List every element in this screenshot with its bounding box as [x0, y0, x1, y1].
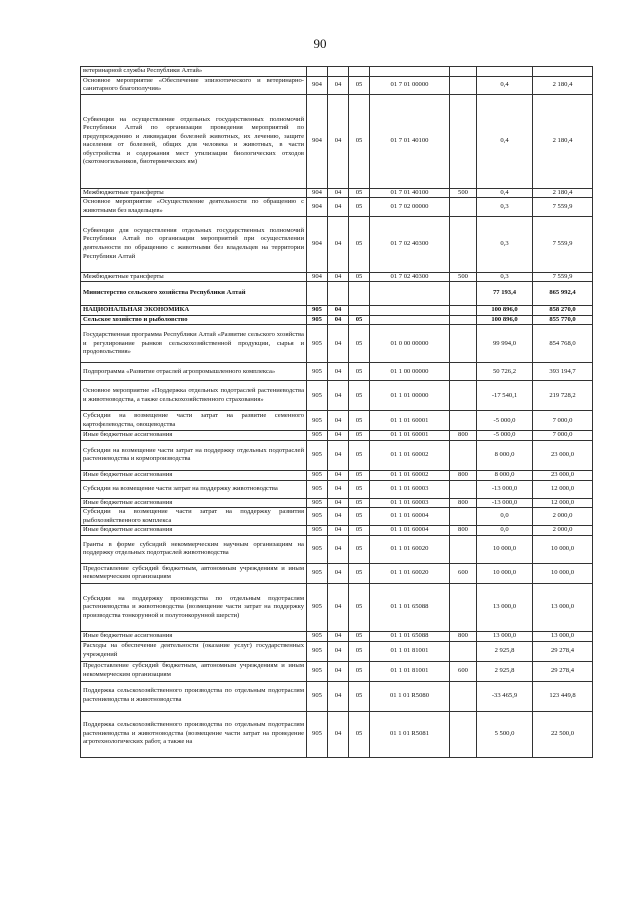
target-article-code: 01 7 01 00000 — [370, 76, 450, 94]
target-article-code: 01 1 01 60003 — [370, 480, 450, 498]
amount-change: 77 193,4 — [477, 282, 533, 306]
subsection-code: 05 — [349, 661, 370, 681]
section-code: 04 — [328, 431, 349, 441]
amount-change: 10 000,0 — [477, 563, 533, 583]
ministry-code: 904 — [307, 216, 328, 272]
expense-type-code — [450, 641, 477, 661]
section-code: 04 — [328, 661, 349, 681]
table-row — [81, 498, 593, 508]
table-row — [81, 535, 593, 563]
amount-change: 0,3 — [477, 198, 533, 216]
expense-type-code — [450, 535, 477, 563]
amount-total: 858 270,0 — [533, 306, 593, 316]
table-row — [81, 431, 593, 441]
subsection-code: 05 — [349, 315, 370, 325]
item-name: Межбюджетные трансферты — [81, 272, 307, 282]
ministry-code: 904 — [307, 76, 328, 94]
target-article-code: 01 1 01 60001 — [370, 411, 450, 431]
target-article-code: 01 1 01 60001 — [370, 431, 450, 441]
section-code: 04 — [328, 631, 349, 641]
item-name: Иные бюджетные ассигнования — [81, 526, 307, 536]
target-article-code: 01 1 01 60004 — [370, 526, 450, 536]
target-article-code: 01 1 01 60020 — [370, 535, 450, 563]
table-row — [81, 711, 593, 757]
table-row — [81, 508, 593, 526]
budget-table — [80, 66, 593, 758]
amount-change: 13 000,0 — [477, 631, 533, 641]
expense-type-code — [450, 381, 477, 411]
expense-type-code — [450, 198, 477, 216]
subsection-code: 05 — [349, 431, 370, 441]
table-row — [81, 681, 593, 711]
amount-change: 13 000,0 — [477, 583, 533, 631]
section-code: 04 — [328, 641, 349, 661]
section-code: 04 — [328, 508, 349, 526]
amount-change: 8 000,0 — [477, 440, 533, 470]
subsection-code: 05 — [349, 535, 370, 563]
ministry-code: 905 — [307, 431, 328, 441]
expense-type-code — [450, 681, 477, 711]
section-code: 04 — [328, 94, 349, 188]
ministry-code: 905 — [307, 363, 328, 381]
table-row — [81, 661, 593, 681]
expense-type-code — [450, 67, 477, 77]
amount-change: 100 896,0 — [477, 315, 533, 325]
section-code: 04 — [328, 188, 349, 198]
table-row — [81, 216, 593, 272]
table-body — [81, 67, 593, 758]
amount-change: 2 925,8 — [477, 661, 533, 681]
target-article-code: 01 1 01 81001 — [370, 641, 450, 661]
item-name: Иные бюджетные ассигнования — [81, 431, 307, 441]
subsection-code: 05 — [349, 508, 370, 526]
amount-total: 23 000,0 — [533, 470, 593, 480]
subsection-code: 05 — [349, 498, 370, 508]
table-row — [81, 641, 593, 661]
expense-type-code — [450, 411, 477, 431]
ministry-code: 904 — [307, 94, 328, 188]
table-row — [81, 76, 593, 94]
target-article-code — [370, 315, 450, 325]
target-article-code: 01 0 00 00000 — [370, 325, 450, 363]
amount-total: 10 000,0 — [533, 535, 593, 563]
amount-total: 2 180,4 — [533, 76, 593, 94]
table-row — [81, 411, 593, 431]
table-row — [81, 306, 593, 316]
item-name: Расходы на обеспечение деятельности (оказание услуг) государственных учреждений — [81, 641, 307, 661]
section-code: 04 — [328, 306, 349, 316]
table-row — [81, 272, 593, 282]
item-name: Основное мероприятие «Поддержка отдельных подотраслей растениеводства и животноводства, а также сельскохозяйственного страхования» — [81, 381, 307, 411]
expense-type-code — [450, 94, 477, 188]
subsection-code: 05 — [349, 411, 370, 431]
section-code: 04 — [328, 470, 349, 480]
table-row — [81, 282, 593, 306]
table-row — [81, 470, 593, 480]
item-name: Сельское хозяйство и рыболовство — [81, 315, 307, 325]
section-code: 04 — [328, 325, 349, 363]
ministry-code: 905 — [307, 526, 328, 536]
amount-change: -13 000,0 — [477, 480, 533, 498]
target-article-code: 01 7 01 40100 — [370, 94, 450, 188]
subsection-code: 05 — [349, 198, 370, 216]
amount-change: 99 994,0 — [477, 325, 533, 363]
item-name: Субсидии на возмещение части затрат на развитие семенного картофелеводства, овощеводства — [81, 411, 307, 431]
amount-total: 855 770,0 — [533, 315, 593, 325]
target-article-code: 01 1 01 65088 — [370, 583, 450, 631]
section-code: 04 — [328, 363, 349, 381]
item-name: Субсидии на возмещение части затрат на поддержку отдельных подотраслей растениеводства и кормопроизводства — [81, 440, 307, 470]
amount-total: 12 000,0 — [533, 498, 593, 508]
table-row — [81, 526, 593, 536]
item-name: Субвенции для осуществления отдельных государственных полномочий Республики Алтай по организации мероприятий при осуществлении деятельности по обращению с животными без владельцев на территории Республики Алтай — [81, 216, 307, 272]
amount-total: 2 000,0 — [533, 508, 593, 526]
ministry-code: 905 — [307, 583, 328, 631]
target-article-code — [370, 282, 450, 306]
subsection-code: 05 — [349, 381, 370, 411]
target-article-code: 01 1 01 R5080 — [370, 681, 450, 711]
target-article-code: 01 1 01 60002 — [370, 440, 450, 470]
table-row — [81, 563, 593, 583]
table-row — [81, 631, 593, 641]
ministry-code: 905 — [307, 641, 328, 661]
target-article-code: 01 7 02 00000 — [370, 198, 450, 216]
amount-change: 2 925,8 — [477, 641, 533, 661]
amount-total — [533, 67, 593, 77]
item-name: Гранты в форме субсидий некоммерческим научным организациям на поддержку отдельных подотраслей животноводства — [81, 535, 307, 563]
expense-type-code — [450, 480, 477, 498]
subsection-code: 05 — [349, 563, 370, 583]
expense-type-code: 800 — [450, 431, 477, 441]
item-name: НАЦИОНАЛЬНАЯ ЭКОНОМИКА — [81, 306, 307, 316]
subsection-code: 05 — [349, 440, 370, 470]
amount-change: -5 000,0 — [477, 431, 533, 441]
target-article-code: 01 1 01 60003 — [370, 498, 450, 508]
ministry-code: 905 — [307, 480, 328, 498]
ministry-code: 905 — [307, 508, 328, 526]
expense-type-code: 600 — [450, 563, 477, 583]
expense-type-code — [450, 440, 477, 470]
amount-change: 0,3 — [477, 272, 533, 282]
amount-total: 7 559,9 — [533, 198, 593, 216]
expense-type-code: 600 — [450, 661, 477, 681]
amount-total: 7 559,9 — [533, 216, 593, 272]
item-name: Основное мероприятие «Осуществление деятельности по обращению с животными без владельцев» — [81, 198, 307, 216]
section-code: 04 — [328, 480, 349, 498]
amount-total: 23 000,0 — [533, 440, 593, 470]
amount-total: 854 768,0 — [533, 325, 593, 363]
ministry-code: 905 — [307, 411, 328, 431]
subsection-code — [349, 282, 370, 306]
section-code: 04 — [328, 411, 349, 431]
amount-total: 2 000,0 — [533, 526, 593, 536]
subsection-code — [349, 306, 370, 316]
ministry-code: 904 — [307, 188, 328, 198]
subsection-code: 05 — [349, 711, 370, 757]
amount-total: 219 728,2 — [533, 381, 593, 411]
ministry-code: 905 — [307, 711, 328, 757]
amount-change: 50 726,2 — [477, 363, 533, 381]
section-code: 04 — [328, 498, 349, 508]
subsection-code: 05 — [349, 363, 370, 381]
amount-total: 7 000,0 — [533, 411, 593, 431]
expense-type-code — [450, 216, 477, 272]
item-name: Субвенции на осуществление отдельных государственных полномочий Республики Алтай по организации проведения мероприятий по предупреждению и ликвидации болезней животных, их лечению, защите населения от болезней, общих для человека и животных, в части обустройства и содержания мест утилизации биологических отходов (скотомогильников, биотермических ям) — [81, 94, 307, 188]
ministry-code: 905 — [307, 535, 328, 563]
expense-type-code — [450, 363, 477, 381]
table-row — [81, 315, 593, 325]
target-article-code: 01 1 01 R5081 — [370, 711, 450, 757]
item-name: Поддержка сельскохозяйственного производства по отдельным подотраслям растениеводства и животноводства (возмещение части затрат на проведение агротехнологических работ, а также на — [81, 711, 307, 757]
section-code: 04 — [328, 381, 349, 411]
amount-change: 0,4 — [477, 76, 533, 94]
amount-change — [477, 67, 533, 77]
item-name: Иные бюджетные ассигнования — [81, 470, 307, 480]
target-article-code: 01 1 00 00000 — [370, 363, 450, 381]
amount-change: -13 000,0 — [477, 498, 533, 508]
amount-total: 2 180,4 — [533, 188, 593, 198]
ministry-code: 905 — [307, 381, 328, 411]
amount-change: 100 896,0 — [477, 306, 533, 316]
section-code — [328, 67, 349, 77]
target-article-code: 01 7 02 40300 — [370, 216, 450, 272]
amount-total: 12 000,0 — [533, 480, 593, 498]
table-row — [81, 325, 593, 363]
expense-type-code: 800 — [450, 470, 477, 480]
ministry-code: 905 — [307, 661, 328, 681]
subsection-code: 05 — [349, 325, 370, 363]
subsection-code: 05 — [349, 583, 370, 631]
amount-change: 5 500,0 — [477, 711, 533, 757]
subsection-code: 05 — [349, 272, 370, 282]
ministry-code: 905 — [307, 498, 328, 508]
amount-change: -5 000,0 — [477, 411, 533, 431]
amount-total: 29 278,4 — [533, 641, 593, 661]
ministry-code: 905 — [307, 315, 328, 325]
item-name: Поддержка сельскохозяйственного производства по отдельным подотраслям растениеводства и животноводства — [81, 681, 307, 711]
ministry-code: 905 — [307, 325, 328, 363]
amount-total: 123 449,8 — [533, 681, 593, 711]
expense-type-code — [450, 325, 477, 363]
section-code: 04 — [328, 216, 349, 272]
section-code: 04 — [328, 563, 349, 583]
amount-change: 10 000,0 — [477, 535, 533, 563]
section-code: 04 — [328, 76, 349, 94]
page-number: 90 — [313, 36, 327, 51]
target-article-code: 01 1 01 00000 — [370, 381, 450, 411]
ministry-code: 904 — [307, 198, 328, 216]
expense-type-code: 500 — [450, 188, 477, 198]
section-code: 04 — [328, 272, 349, 282]
target-article-code — [370, 306, 450, 316]
subsection-code: 05 — [349, 631, 370, 641]
ministry-code — [307, 67, 328, 77]
target-article-code: 01 1 01 60002 — [370, 470, 450, 480]
target-article-code — [370, 67, 450, 77]
amount-total: 865 992,4 — [533, 282, 593, 306]
amount-total: 29 278,4 — [533, 661, 593, 681]
subsection-code: 05 — [349, 470, 370, 480]
section-code: 04 — [328, 440, 349, 470]
amount-total: 2 180,4 — [533, 94, 593, 188]
item-name: Предоставление субсидий бюджетным, автономным учреждениям и иным некоммерческим организациям — [81, 563, 307, 583]
section-code: 04 — [328, 198, 349, 216]
table-row — [81, 188, 593, 198]
amount-change: 0,0 — [477, 526, 533, 536]
target-article-code: 01 7 01 40100 — [370, 188, 450, 198]
section-code — [328, 282, 349, 306]
item-name: Подпрограмма «Развитие отраслей агропромышленного комплекса» — [81, 363, 307, 381]
ministry-code: 905 — [307, 681, 328, 711]
item-name: Предоставление субсидий бюджетным, автономным учреждениям и иным некоммерческим организациям — [81, 661, 307, 681]
subsection-code: 05 — [349, 94, 370, 188]
expense-type-code: 500 — [450, 272, 477, 282]
target-article-code: 01 1 01 60004 — [370, 508, 450, 526]
ministry-code: 905 — [307, 470, 328, 480]
target-article-code: 01 7 02 40300 — [370, 272, 450, 282]
amount-change: -17 540,1 — [477, 381, 533, 411]
subsection-code: 05 — [349, 216, 370, 272]
table-row — [81, 67, 593, 77]
target-article-code: 01 1 01 60020 — [370, 563, 450, 583]
subsection-code: 05 — [349, 681, 370, 711]
table-row — [81, 381, 593, 411]
ministry-code: 905 — [307, 440, 328, 470]
expense-type-code — [450, 306, 477, 316]
amount-change: 0,4 — [477, 94, 533, 188]
section-code: 04 — [328, 711, 349, 757]
subsection-code: 05 — [349, 480, 370, 498]
subsection-code: 05 — [349, 641, 370, 661]
expense-type-code — [450, 711, 477, 757]
subsection-code: 05 — [349, 76, 370, 94]
table-row — [81, 583, 593, 631]
table-row — [81, 198, 593, 216]
expense-type-code — [450, 76, 477, 94]
target-article-code: 01 1 01 65088 — [370, 631, 450, 641]
table-row — [81, 440, 593, 470]
section-code: 04 — [328, 583, 349, 631]
ministry-code: 905 — [307, 563, 328, 583]
ministry-code: 904 — [307, 272, 328, 282]
amount-total: 13 000,0 — [533, 583, 593, 631]
subsection-code: 05 — [349, 526, 370, 536]
section-code: 04 — [328, 535, 349, 563]
ministry-code: 905 — [307, 631, 328, 641]
item-name: Межбюджетные трансферты — [81, 188, 307, 198]
section-code: 04 — [328, 681, 349, 711]
amount-total: 7 559,9 — [533, 272, 593, 282]
amount-total: 393 194,7 — [533, 363, 593, 381]
amount-total: 10 000,0 — [533, 563, 593, 583]
item-name: Субсидии на возмещение части затрат на поддержку развития рыбохозяйственного комплекса — [81, 508, 307, 526]
ministry-code — [307, 282, 328, 306]
section-code: 04 — [328, 315, 349, 325]
amount-change: -33 465,9 — [477, 681, 533, 711]
amount-change: 0,3 — [477, 216, 533, 272]
item-name: Субсидии на возмещение части затрат на поддержку животноводства — [81, 480, 307, 498]
item-name: Государственная программа Республики Алтай «Развитие сельского хозяйства и регулирование рынков сельскохозяйственной продукции, сырья и продовольствия» — [81, 325, 307, 363]
item-name: Иные бюджетные ассигнования — [81, 631, 307, 641]
item-name: Субсидии на поддержку производства по отдельным подотраслям растениеводства и животноводства (возмещение части затрат на поддержку производства тонкорунной и полутонкорунной шерсти) — [81, 583, 307, 631]
item-name: ветеринарной службы Республики Алтай» — [81, 67, 307, 77]
item-name: Министерство сельского хозяйства Республики Алтай — [81, 282, 307, 306]
amount-total: 7 000,0 — [533, 431, 593, 441]
table-row — [81, 480, 593, 498]
target-article-code: 01 1 01 81001 — [370, 661, 450, 681]
expense-type-code — [450, 282, 477, 306]
table-row — [81, 363, 593, 381]
subsection-code: 05 — [349, 188, 370, 198]
section-code: 04 — [328, 526, 349, 536]
expense-type-code: 800 — [450, 498, 477, 508]
subsection-code — [349, 67, 370, 77]
table-row — [81, 94, 593, 188]
amount-change: 0,4 — [477, 188, 533, 198]
amount-change: 8 000,0 — [477, 470, 533, 480]
expense-type-code — [450, 315, 477, 325]
ministry-code: 905 — [307, 306, 328, 316]
amount-change: 0,0 — [477, 508, 533, 526]
item-name: Основное мероприятие «Обеспечение эпизоотического и ветеринарно-санитарного благополучия» — [81, 76, 307, 94]
item-name: Иные бюджетные ассигнования — [81, 498, 307, 508]
amount-total: 13 000,0 — [533, 631, 593, 641]
expense-type-code — [450, 508, 477, 526]
expense-type-code: 800 — [450, 631, 477, 641]
expense-type-code — [450, 583, 477, 631]
expense-type-code: 800 — [450, 526, 477, 536]
amount-total: 22 500,0 — [533, 711, 593, 757]
